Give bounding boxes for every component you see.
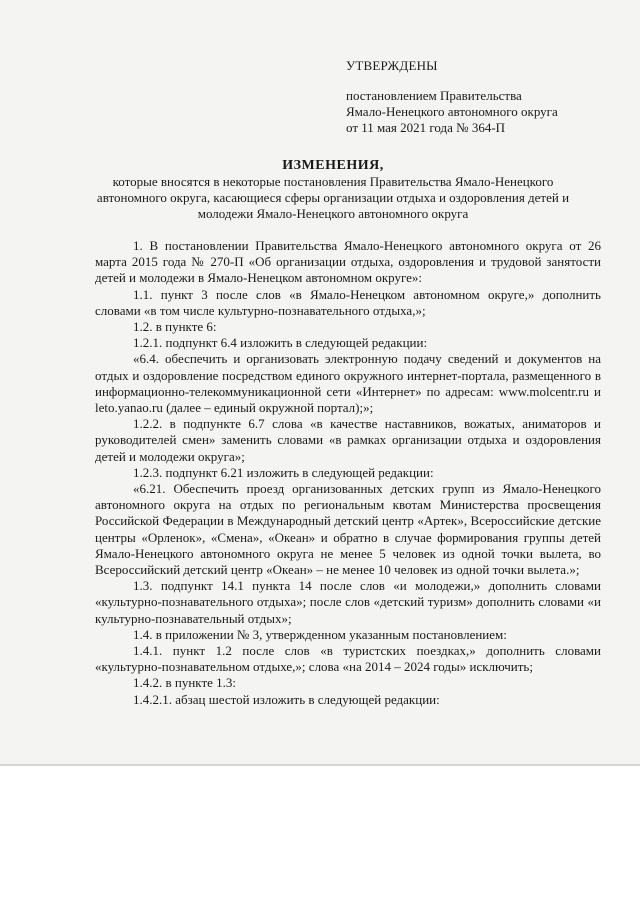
paragraph: 1. В постановлении Правительства Ямало-Ненецкого автономного округа от 26 марта 2015 года № 270-П «Об организации отдыха, оздоровления и трудовой занятости детей и молодежи в Ямало-Ненецком автономном округе»:: [95, 238, 601, 286]
title-main: ИЗМЕНЕНИЯ,: [282, 158, 384, 173]
paragraph: 1.4.2.1. абзац шестой изложить в следующей редакции:: [133, 691, 440, 707]
approval-line: постановлением Правительства: [346, 88, 522, 103]
approval-block: [346, 58, 616, 136]
paragraph: 1.2. в пункте 6:: [133, 319, 217, 335]
paragraph: 1.4. в приложении № 3, утвержденном указанным постановлением:: [133, 626, 507, 642]
approval-heading: УТВЕРЖДЕНЫ: [346, 58, 438, 73]
paragraph: 1.4.2. в пункте 1.3:: [133, 675, 237, 691]
title-subtitle: которые вносятся в некоторые постановления Правительства Ямало-Ненецкого автономного округа, касающиеся сферы организации отдыха и оздоровления детей и молодежи Ямало-Ненецкого автономного округа: [96, 174, 570, 221]
paragraph: «6.4. обеспечить и организовать электронную подачу сведений и документов на отдых и оздоровление посредством единого окружного интернет-портала, размещенного в информационно-телекоммуникационной сети «Интернет» по адресам: www.molcentr.ru и leto.yanao.ru (далее – единый окружной портал);»;: [95, 351, 601, 416]
paragraph: 1.4.1. пункт 1.2 после слов «в туристских поездках,» дополнить словами «культурно-познавательном отдыхе,»; слова «на 2014 – 2024 годы» исключить;: [95, 643, 601, 675]
paragraph: 1.2.3. подпункт 6.21 изложить в следующей редакции:: [133, 464, 434, 480]
approval-line: Ямало-Ненецкого автономного округа: [346, 104, 558, 119]
document-title: [88, 158, 578, 222]
paragraph: «6.21. Обеспечить проезд организованных детских групп из Ямало-Ненецкого автономного округа на отдых по региональным квотам Министерства просвещения Российской Федерации в Международный детский центр «Артек», Всероссийские детские центры «Орленок», «Смена», «Океан» и обратно в случае формирования группы детей Ямало-Ненецкого автономного округа не менее 5 человек из одной точки вылета, во Всероссийский детский центр «Океан» – не менее 10 человек из одной точки вылета.»;: [95, 481, 601, 578]
paragraph: 1.2.1. подпункт 6.4 изложить в следующей редакции:: [133, 335, 428, 351]
page-edge: [0, 764, 640, 766]
approval-line: от 11 мая 2021 года № 364-П: [346, 120, 506, 135]
paragraph: 1.2.2. в подпункте 6.7 слова «в качестве наставников, вожатых, аниматоров и руководителей смен» заменить словами «в рамках организации отдыха и оздоровления детей и молодежи округа»;: [95, 416, 601, 464]
paragraph: 1.1. пункт 3 после слов «в Ямало-Ненецком автономном округе,» дополнить словами «в том числе культурно-познавательного отдыха,»;: [95, 286, 601, 318]
document-body: [95, 238, 601, 708]
paragraph: 1.3. подпункт 14.1 пункта 14 после слов «и молодежи,» дополнить словами «культурно-познавательного отдыха»; после слов «детский туризм» дополнить словами «и культурно-познавательный отдых»;: [95, 578, 601, 626]
